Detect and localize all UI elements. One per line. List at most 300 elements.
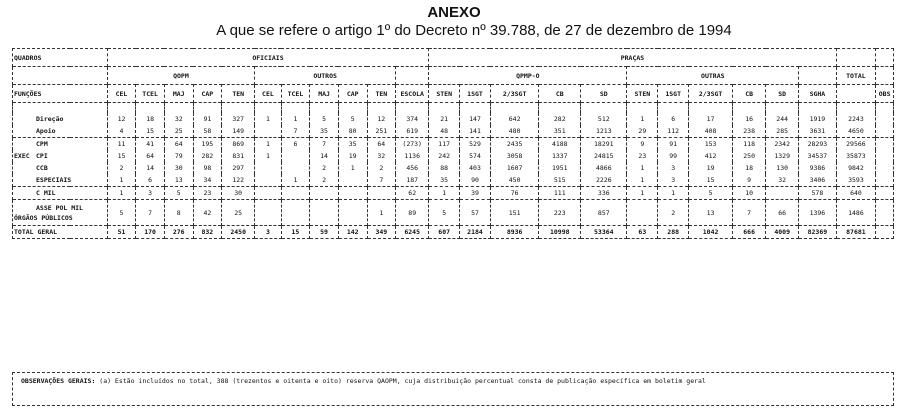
header-sgha: SGHA <box>799 85 836 103</box>
value-cell: 223 <box>539 200 581 226</box>
value-cell: 5 <box>164 187 193 200</box>
value-cell: 4188 <box>539 138 581 151</box>
value-cell <box>338 187 367 200</box>
value-cell: 91 <box>193 113 222 125</box>
total-label: TOTAL GERAL <box>13 226 108 239</box>
value-cell: 14 <box>136 162 165 174</box>
header-qopm: QOPM <box>107 67 255 85</box>
value-cell: 3058 <box>490 150 538 162</box>
value-cell: 48 <box>429 125 460 138</box>
spacer <box>164 103 193 114</box>
value-cell <box>367 187 396 200</box>
value-cell: 5 <box>107 200 136 226</box>
value-cell: 327 <box>222 113 255 125</box>
row-label <box>13 125 108 138</box>
value-cell: 62 <box>396 187 429 200</box>
spacer <box>13 103 108 114</box>
header-quadros: QUADROS <box>13 49 108 67</box>
spacer <box>689 103 733 114</box>
value-cell: 32 <box>367 150 396 162</box>
value-cell: 12 <box>107 113 136 125</box>
total-cell: 82369 <box>799 226 836 239</box>
value-cell <box>627 200 658 226</box>
value-cell: 2435 <box>490 138 538 151</box>
value-cell: 64 <box>136 150 165 162</box>
value-cell: 5 <box>338 113 367 125</box>
total-cell: 349 <box>367 226 396 239</box>
value-cell: 578 <box>799 187 836 200</box>
header-col: SD <box>766 85 799 103</box>
value-cell <box>281 162 310 174</box>
header-blank <box>396 67 429 85</box>
value-cell: 21 <box>429 113 460 125</box>
table-row <box>13 174 894 187</box>
spacer <box>836 103 876 114</box>
table-row <box>13 187 894 200</box>
value-cell: 153 <box>689 138 733 151</box>
value-cell: 285 <box>766 125 799 138</box>
value-cell: 4 <box>107 125 136 138</box>
value-cell: 99 <box>658 150 689 162</box>
total-cell: 4009 <box>766 226 799 239</box>
total-cell: 1042 <box>689 226 733 239</box>
value-cell <box>876 125 894 138</box>
spacer <box>367 103 396 114</box>
value-cell: 1136 <box>396 150 429 162</box>
spacer <box>136 103 165 114</box>
value-cell: 3 <box>658 162 689 174</box>
total-cell: 170 <box>136 226 165 239</box>
value-cell: 1 <box>627 174 658 187</box>
value-cell: 64 <box>367 138 396 151</box>
value-cell: 19 <box>338 150 367 162</box>
value-cell: 7 <box>310 138 339 151</box>
value-cell <box>876 150 894 162</box>
value-cell: 34 <box>193 174 222 187</box>
header-col: CEL <box>255 85 281 103</box>
value-cell: 7 <box>281 125 310 138</box>
row-function-label: CCB <box>36 164 48 172</box>
value-cell: 90 <box>460 174 491 187</box>
total-cell: 15 <box>281 226 310 239</box>
value-cell: 24815 <box>581 150 627 162</box>
header-funcoes: FUNÇÕES <box>13 85 108 103</box>
value-cell <box>255 162 281 174</box>
row-label <box>13 150 108 162</box>
value-cell: 2243 <box>836 113 876 125</box>
value-cell: 130 <box>766 162 799 174</box>
value-cell: 244 <box>766 113 799 125</box>
header-col: MAJ <box>310 85 339 103</box>
header-total-blank <box>836 49 876 67</box>
document-subtitle: A que se refere o artigo 1º do Decreto nº 39.788, de 27 de dezembro de 1994 <box>216 22 732 39</box>
value-cell <box>876 138 894 151</box>
header-col: TCEL <box>136 85 165 103</box>
row-label <box>13 187 108 200</box>
value-cell: 5 <box>689 187 733 200</box>
value-cell: 351 <box>539 125 581 138</box>
total-cell: 87681 <box>836 226 876 239</box>
value-cell: 251 <box>367 125 396 138</box>
value-cell: 5 <box>310 113 339 125</box>
header-col: SD <box>581 85 627 103</box>
value-cell: 3 <box>136 187 165 200</box>
value-cell: 4866 <box>581 162 627 174</box>
value-cell: 79 <box>164 150 193 162</box>
value-cell: 403 <box>460 162 491 174</box>
header-col: 2/3SGT <box>490 85 538 103</box>
value-cell: 515 <box>539 174 581 187</box>
value-cell <box>255 125 281 138</box>
value-cell: 32 <box>766 174 799 187</box>
value-cell: 336 <box>581 187 627 200</box>
value-cell: 80 <box>338 125 367 138</box>
spacer <box>766 103 799 114</box>
value-cell <box>255 174 281 187</box>
value-cell: 147 <box>460 113 491 125</box>
row-group-label: EXEC <box>14 152 30 160</box>
value-cell: 12 <box>367 113 396 125</box>
row-label <box>13 138 108 151</box>
value-cell: 122 <box>222 174 255 187</box>
value-cell: 117 <box>429 138 460 151</box>
total-cell: 832 <box>193 226 222 239</box>
total-cell: 6245 <box>396 226 429 239</box>
value-cell: 2 <box>310 162 339 174</box>
value-cell: 42 <box>193 200 222 226</box>
value-cell: 195 <box>193 138 222 151</box>
value-cell: 89 <box>396 200 429 226</box>
total-cell: 2450 <box>222 226 255 239</box>
spacer <box>876 103 894 114</box>
value-cell: 1 <box>255 150 281 162</box>
value-cell: 619 <box>396 125 429 138</box>
total-cell: 288 <box>658 226 689 239</box>
header-col: 2/3SGT <box>689 85 733 103</box>
value-cell <box>281 200 310 226</box>
value-cell: 39 <box>460 187 491 200</box>
value-cell: 3406 <box>799 174 836 187</box>
value-cell: (273) <box>396 138 429 151</box>
value-cell: 1 <box>255 113 281 125</box>
value-cell: 23 <box>627 150 658 162</box>
value-cell <box>876 162 894 174</box>
value-cell: 480 <box>490 125 538 138</box>
row-function-label: C MIL <box>36 189 56 197</box>
value-cell: 18 <box>733 162 766 174</box>
value-cell: 23 <box>193 187 222 200</box>
value-cell: 456 <box>396 162 429 174</box>
value-cell: 66 <box>766 200 799 226</box>
value-cell: 13 <box>689 200 733 226</box>
value-cell: 857 <box>581 200 627 226</box>
general-observations <box>12 372 894 406</box>
value-cell: 41 <box>136 138 165 151</box>
value-cell: 1 <box>627 113 658 125</box>
header-col: TEN <box>222 85 255 103</box>
total-cell: 276 <box>164 226 193 239</box>
value-cell: 6 <box>658 113 689 125</box>
value-cell: 111 <box>539 187 581 200</box>
value-cell: 118 <box>733 138 766 151</box>
value-cell: 13 <box>164 174 193 187</box>
value-cell: 8 <box>164 200 193 226</box>
spacer <box>310 103 339 114</box>
value-cell: 1 <box>281 174 310 187</box>
value-cell: 25 <box>164 125 193 138</box>
header-total: TOTAL <box>836 67 876 85</box>
header-col: 1SGT <box>460 85 491 103</box>
total-cell: 607 <box>429 226 460 239</box>
value-cell: 18 <box>136 113 165 125</box>
value-cell: 187 <box>396 174 429 187</box>
value-cell <box>876 113 894 125</box>
value-cell: 1919 <box>799 113 836 125</box>
value-cell: 15 <box>107 150 136 162</box>
value-cell: 1 <box>107 187 136 200</box>
header-obs-blank <box>876 49 894 67</box>
value-cell <box>338 174 367 187</box>
spacer <box>255 103 281 114</box>
header-col: CB <box>733 85 766 103</box>
observations-label: OBSERVAÇÕES GERAIS: <box>21 377 96 385</box>
row-label <box>13 113 108 125</box>
value-cell <box>255 200 281 226</box>
value-cell: 25 <box>222 200 255 226</box>
value-cell <box>338 200 367 226</box>
value-cell: 3631 <box>799 125 836 138</box>
spacer <box>222 103 255 114</box>
spacer-row <box>13 103 894 114</box>
spacer <box>107 103 136 114</box>
value-cell: 7 <box>733 200 766 226</box>
value-cell: 35 <box>429 174 460 187</box>
total-cell <box>876 226 894 239</box>
row-function-label: CPI <box>36 152 48 160</box>
total-cell: 53364 <box>581 226 627 239</box>
value-cell: 1 <box>255 138 281 151</box>
row-function-label: Apoio <box>36 127 56 135</box>
spacer <box>490 103 538 114</box>
value-cell: 2 <box>310 174 339 187</box>
spacer <box>396 103 429 114</box>
spacer <box>338 103 367 114</box>
value-cell: 98 <box>193 162 222 174</box>
observations-text: (a) Estão incluídos no total, 388 (trezentos e oitenta e oito) reserva QAOPM, cuja distribuição percentual consta de publicação específica em boletim geral <box>99 377 706 385</box>
header-col: 1SGT <box>658 85 689 103</box>
value-cell: 29 <box>627 125 658 138</box>
value-cell: 1 <box>367 200 396 226</box>
value-cell: 112 <box>658 125 689 138</box>
effectives-table <box>12 48 894 239</box>
table-row <box>13 125 894 138</box>
total-row <box>13 226 894 239</box>
value-cell: 2 <box>107 162 136 174</box>
header-oficiais: OFICIAIS <box>107 49 429 67</box>
header-row <box>13 67 894 85</box>
value-cell: 35873 <box>836 150 876 162</box>
header-row <box>13 85 894 103</box>
spacer <box>799 103 836 114</box>
value-cell: 282 <box>193 150 222 162</box>
spacer <box>658 103 689 114</box>
value-cell: 64 <box>164 138 193 151</box>
value-cell: 1 <box>658 187 689 200</box>
value-cell: 2342 <box>766 138 799 151</box>
value-cell: 76 <box>490 187 538 200</box>
table-row <box>13 113 894 125</box>
spacer <box>581 103 627 114</box>
value-cell: 57 <box>460 200 491 226</box>
value-cell: 18291 <box>581 138 627 151</box>
value-cell: 1 <box>627 187 658 200</box>
row-function-label: CPM <box>36 140 48 148</box>
value-cell: 1951 <box>539 162 581 174</box>
header-outras: OUTRAS <box>627 67 799 85</box>
value-cell: 2 <box>367 162 396 174</box>
value-cell: 1 <box>338 162 367 174</box>
spacer <box>627 103 658 114</box>
value-cell: 1213 <box>581 125 627 138</box>
value-cell: 15 <box>689 174 733 187</box>
value-cell: 1329 <box>766 150 799 162</box>
value-cell: 297 <box>222 162 255 174</box>
header-col: CAP <box>338 85 367 103</box>
value-cell <box>310 200 339 226</box>
value-cell: 4650 <box>836 125 876 138</box>
header-col: CAP <box>193 85 222 103</box>
value-cell: 7 <box>136 200 165 226</box>
value-cell: 2226 <box>581 174 627 187</box>
spacer <box>539 103 581 114</box>
value-cell: 238 <box>733 125 766 138</box>
document-title: ANEXO <box>427 4 481 21</box>
total-cell: 142 <box>338 226 367 239</box>
value-cell <box>876 174 894 187</box>
header-row <box>13 49 894 67</box>
value-cell: 412 <box>689 150 733 162</box>
value-cell: 250 <box>733 150 766 162</box>
value-cell: 869 <box>222 138 255 151</box>
table-row <box>13 162 894 174</box>
value-cell <box>281 187 310 200</box>
value-cell: 642 <box>490 113 538 125</box>
value-cell: 88 <box>429 162 460 174</box>
row-function-label: Direção <box>36 115 64 123</box>
value-cell: 19 <box>689 162 733 174</box>
table-row <box>13 150 894 162</box>
header-col: TCEL <box>281 85 310 103</box>
header-pracas: PRAÇAS <box>429 49 836 67</box>
value-cell: 9 <box>733 174 766 187</box>
value-cell: 3593 <box>836 174 876 187</box>
total-cell: 3 <box>255 226 281 239</box>
value-cell: 7 <box>367 174 396 187</box>
value-cell: 1607 <box>490 162 538 174</box>
value-cell: 151 <box>490 200 538 226</box>
header-blank <box>13 67 108 85</box>
value-cell: 15 <box>136 125 165 138</box>
value-cell: 14 <box>310 150 339 162</box>
row-function-label: ASSE POL MIL ÓRGÃOS PÚBLICOS <box>14 203 83 222</box>
value-cell: 9386 <box>799 162 836 174</box>
value-cell: 10 <box>733 187 766 200</box>
header-blank <box>799 67 836 85</box>
value-cell <box>310 187 339 200</box>
value-cell: 28293 <box>799 138 836 151</box>
row-label <box>13 162 108 174</box>
value-cell: 30 <box>164 162 193 174</box>
spacer <box>193 103 222 114</box>
value-cell: 35 <box>310 125 339 138</box>
value-cell <box>876 200 894 226</box>
value-cell: 34537 <box>799 150 836 162</box>
value-cell: 149 <box>222 125 255 138</box>
header-blank <box>876 67 894 85</box>
value-cell: 17 <box>689 113 733 125</box>
value-cell: 1 <box>627 162 658 174</box>
total-cell: 51 <box>107 226 136 239</box>
spacer <box>460 103 491 114</box>
value-cell: 5 <box>429 200 460 226</box>
header-col: STEN <box>429 85 460 103</box>
value-cell: 58 <box>193 125 222 138</box>
header-col: TEN <box>367 85 396 103</box>
total-cell: 59 <box>310 226 339 239</box>
value-cell: 450 <box>490 174 538 187</box>
value-cell: 2 <box>658 200 689 226</box>
header-outros: OUTROS <box>255 67 396 85</box>
value-cell: 574 <box>460 150 491 162</box>
value-cell: 3 <box>658 174 689 187</box>
total-cell: 10998 <box>539 226 581 239</box>
row-label <box>13 200 108 226</box>
value-cell: 1 <box>281 113 310 125</box>
header-col: STEN <box>627 85 658 103</box>
value-cell: 1 <box>429 187 460 200</box>
value-cell: 35 <box>338 138 367 151</box>
row-function-label: ESPECIAIS <box>36 176 72 184</box>
value-cell <box>281 150 310 162</box>
value-cell: 374 <box>396 113 429 125</box>
value-cell <box>876 187 894 200</box>
value-cell: 640 <box>836 187 876 200</box>
value-cell: 1337 <box>539 150 581 162</box>
value-cell: 29566 <box>836 138 876 151</box>
spacer <box>281 103 310 114</box>
value-cell: 91 <box>658 138 689 151</box>
value-cell <box>255 187 281 200</box>
header-col: CB <box>539 85 581 103</box>
value-cell: 16 <box>733 113 766 125</box>
value-cell: 512 <box>581 113 627 125</box>
header-col: MAJ <box>164 85 193 103</box>
value-cell: 1 <box>107 174 136 187</box>
table-row <box>13 200 894 226</box>
total-cell: 2184 <box>460 226 491 239</box>
value-cell: 6 <box>136 174 165 187</box>
value-cell: 242 <box>429 150 460 162</box>
value-cell <box>766 187 799 200</box>
value-cell: 831 <box>222 150 255 162</box>
value-cell: 408 <box>689 125 733 138</box>
value-cell: 32 <box>164 113 193 125</box>
total-cell: 63 <box>627 226 658 239</box>
value-cell: 141 <box>460 125 491 138</box>
header-escola: ESCOLA <box>396 85 429 103</box>
spacer <box>733 103 766 114</box>
value-cell: 529 <box>460 138 491 151</box>
